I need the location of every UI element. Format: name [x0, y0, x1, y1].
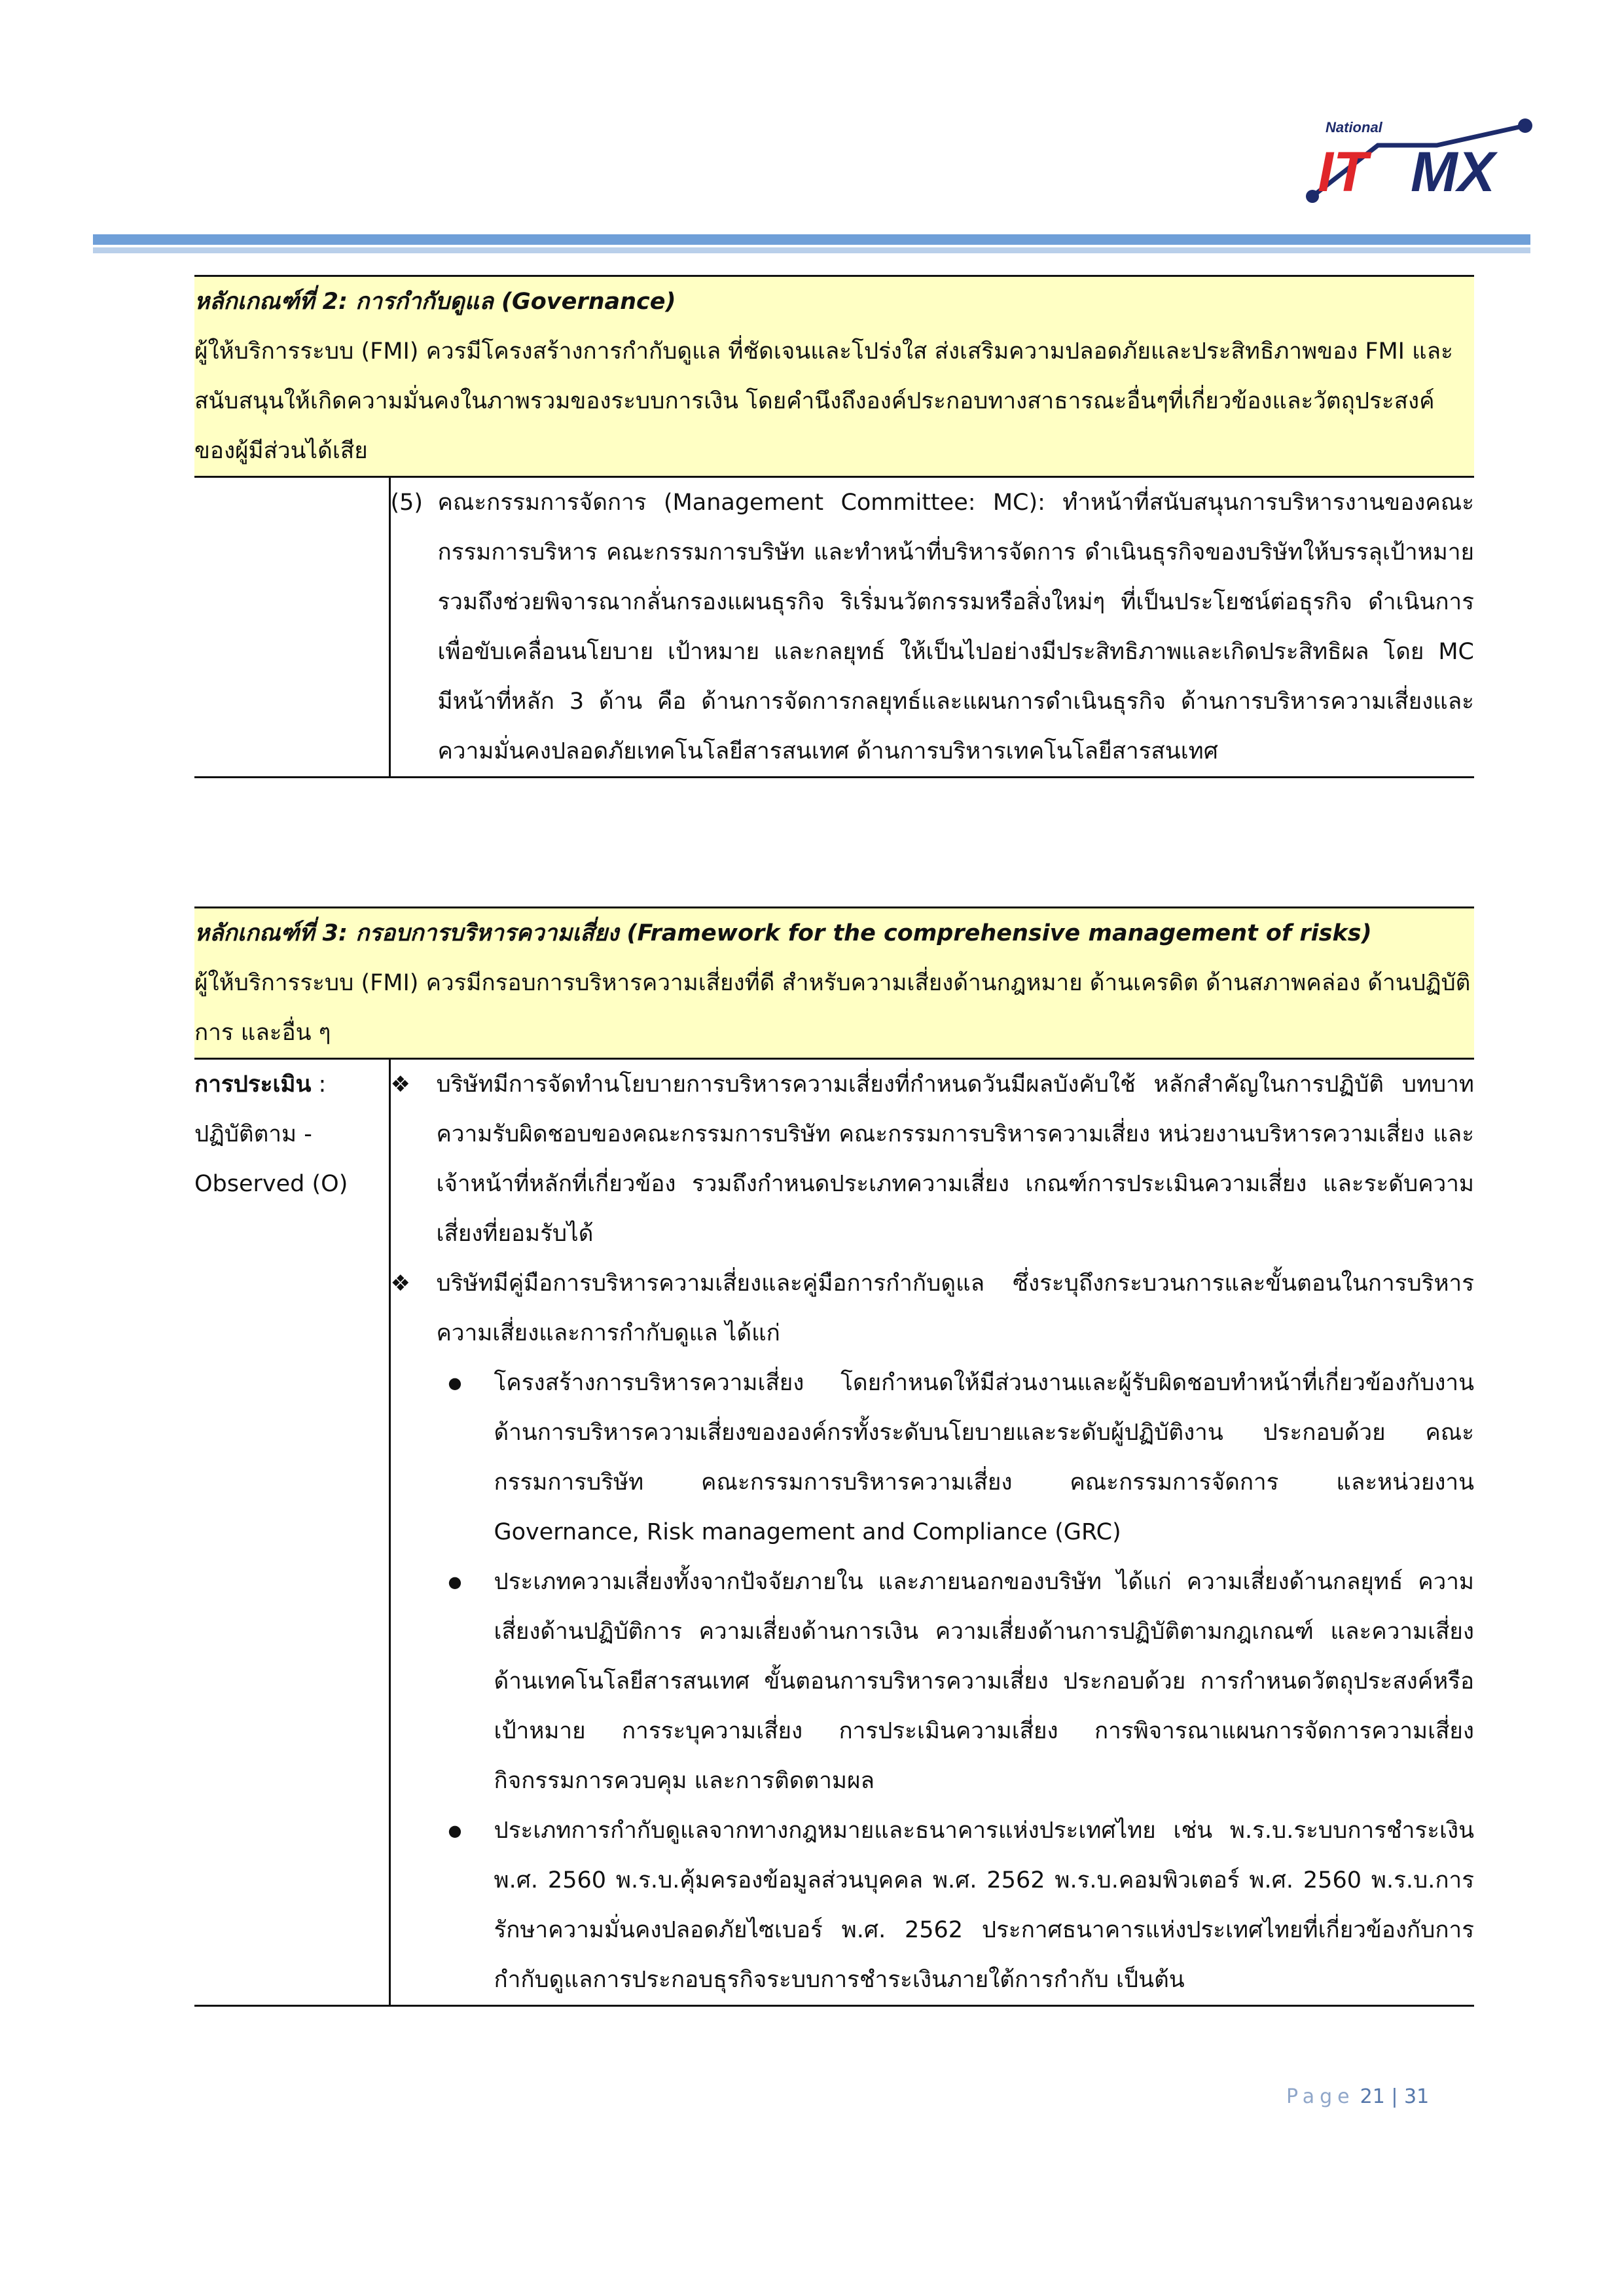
list-item [391, 1060, 1475, 1259]
criterion-2-label-cell [194, 477, 389, 778]
page-separator: | [1384, 2085, 1405, 2108]
criterion-2-description: ผู้ให้บริการระบบ (FMI) ควรมีโครงสร้างการกำกับดูแล ที่ชัดเจนและโปร่งใส ส่งเสริมความปลอดภัยและประสิทธิภาพของ FMI และสนับสนุนให้เกิดความมั่นคงในภาพรวมของระบบการเงิน โดยคำนึงถึงองค์ประกอบทางสาธารณะอื่นๆที่เกี่ยวข้องและวัตถุประสงค์ของผู้มีส่วนได้เสีย [194, 338, 1453, 464]
logo-node-dot [1518, 118, 1532, 133]
criterion-2-header [194, 276, 1474, 477]
header-band-dark [93, 234, 1530, 245]
criterion-3-body-cell [389, 1059, 1474, 2006]
criterion-2-title: หลักเกณฑ์ที่ 2: การกำกับดูแล (Governance) [194, 289, 676, 315]
assessment-label: การประเมิน : [194, 1071, 327, 1098]
criterion-2-table [194, 275, 1474, 778]
criterion-2-body-cell [389, 477, 1474, 778]
bullet-dot-icon: ● [448, 1573, 462, 1591]
sub-list-item [448, 1806, 1475, 2005]
criterion-3-header [194, 908, 1474, 1059]
item-number: (5) [390, 490, 424, 516]
itmx-logo [1299, 118, 1542, 203]
logo-national-text: National [1326, 119, 1382, 135]
header-band-light [93, 247, 1530, 253]
bullet-dot-icon: ● [448, 1821, 462, 1840]
logo-it-text: IT [1318, 141, 1368, 203]
numbered-item [391, 478, 1475, 776]
logo-mx-text: MX [1411, 141, 1495, 203]
sub-list-item [448, 1557, 1475, 1806]
diamond-bullet-icon: ❖ [390, 1071, 410, 1098]
item-text: คณะกรรมการจัดการ (Management Committee: MC): ทำหน้าที่สนับสนุนการบริหารงานของคณะกรรมการบริหาร คณะกรรมการบริษัท และทำหน้าที่บริหารจัดการ ดำเนินธุรกิจของบริษัทให้บรรลุเป้าหมาย รวมถึงช่วยพิจารณากลั่นกรองแผนธุรกิจ ริเริ่มนวัตกรรมหรือสิ่งใหม่ๆ ที่เป็นประโยชน์ต่อธุรกิจ ดำเนินการเพื่อขับเคลื่อนนโยบาย เป้าหมาย และกลยุทธ์ ให้เป็นไปอย่างมีประสิทธิภาพและเกิดประสิทธิผล โดย MC มีหน้าที่หลัก 3 ด้าน คือ ด้านการจัดการกลยุทธ์และแผนการดำเนินธุรกิจ ด้านการบริหารความเสี่ยงและความมั่นคงปลอดภัยเทคโนโลยีสารสนเทศ ด้านการบริหารเทคโนโลยีสารสนเทศ [437, 490, 1474, 764]
list-item-text: บริษัทมีการจัดทำนโยบายการบริหารความเสี่ยงที่กำหนดวันมีผลบังคับใช้ หลักสำคัญในการปฏิบัติ บทบาทความรับผิดชอบของคณะกรรมการบริษัท คณะกรรมการบริหารความเสี่ยง หน่วยงานบริหารความเสี่ยง และเจ้าหน้าที่หลักที่เกี่ยวข้อง รวมถึงกำหนดประเภทความเสี่ยง เกณฑ์การประเมินความเสี่ยง และระดับความเสี่ยงที่ยอมรับได้ [436, 1071, 1474, 1247]
page-word: Page [1286, 2085, 1355, 2108]
sub-list-item-text: ประเภทความเสี่ยงทั้งจากปัจจัยภายใน และภายนอกของบริษัท ได้แก่ ความเสี่ยงด้านกลยุทธ์ ความเสี่ยงด้านปฏิบัติการ ความเสี่ยงด้านการเงิน ความเสี่ยงด้านการปฏิบัติตามกฎเกณฑ์ และความเสี่ยงด้านเทคโนโลยีสารสนเทศ ขั้นตอนการบริหารความเสี่ยง ประกอบด้วย การกำหนดวัตถุประสงค์หรือเป้าหมาย การระบุความเสี่ยง การประเมินความเสี่ยง การพิจารณาแผนการจัดการความเสี่ยง กิจกรรมการควบคุม และการติดตามผล [494, 1569, 1474, 1794]
sub-list-item [448, 1358, 1475, 1557]
bullet-dot-icon: ● [448, 1374, 462, 1392]
page-footer [1286, 2085, 1429, 2108]
criterion-3-table [194, 906, 1474, 2007]
page-total: 31 [1404, 2085, 1430, 2108]
sub-list-item-text: ประเภทการกำกับดูแลจากทางกฎหมายและธนาคารแห่งประเทศไทย เช่น พ.ร.บ.ระบบการชำระเงิน พ.ศ. 2560 พ.ร.บ.คุ้มครองข้อมูลส่วนบุคคล พ.ศ. 2562 พ.ร.บ.คอมพิวเตอร์ พ.ศ. 2560 พ.ร.บ.การรักษาความมั่นคงปลอดภัยไซเบอร์ พ.ศ. 2562 ประกาศธนาคารแห่งประเทศไทยที่เกี่ยวข้องกับการกำกับดูแลการประกอบธุรกิจระบบการชำระเงินภายใต้การกำกับ เป็นต้น [494, 1818, 1474, 1993]
assessment-label-cell [194, 1059, 389, 2006]
logo-node-dot [1306, 190, 1319, 203]
list-item-text: บริษัทมีคู่มือการบริหารความเสี่ยงและคู่มือการกำกับดูแล ซึ่งระบุถึงกระบวนการและขั้นตอนในการบริหารความเสี่ยงและการกำกับดูแล ได้แก่ [436, 1270, 1474, 1346]
diamond-bullet-icon: ❖ [390, 1270, 410, 1297]
criterion-3-description: ผู้ให้บริการระบบ (FMI) ควรมีกรอบการบริหารความเสี่ยงที่ดี สำหรับความเสี่ยงด้านกฎหมาย ด้านเครดิต ด้านสภาพคล่อง ด้านปฏิบัติการ และอื่น ๆ [194, 970, 1471, 1046]
assessment-status: ปฏิบัติตาม - [194, 1121, 312, 1147]
sub-list-item-text: โครงสร้างการบริหารความเสี่ยง โดยกำหนดให้มีส่วนงานและผู้รับผิดชอบทำหน้าที่เกี่ยวข้องกับงานด้านการบริหารความเสี่ยงขององค์กรทั้งระดับนโยบายและระดับผู้ปฏิบัติงาน ประกอบด้วย คณะกรรมการบริษัท คณะกรรมการบริหารความเสี่ยง คณะกรรมการจัดการ และหน่วยงาน Governance, Risk management and Compliance (GRC) [494, 1370, 1474, 1545]
criterion-3-title: หลักเกณฑ์ที่ 3: กรอบการบริหารความเสี่ยง (Framework for the comprehensive management of risks) [194, 920, 1372, 946]
assessment-status-en: Observed (O) [194, 1171, 348, 1197]
page-number: 21 [1360, 2085, 1385, 2108]
list-item [391, 1259, 1475, 1358]
